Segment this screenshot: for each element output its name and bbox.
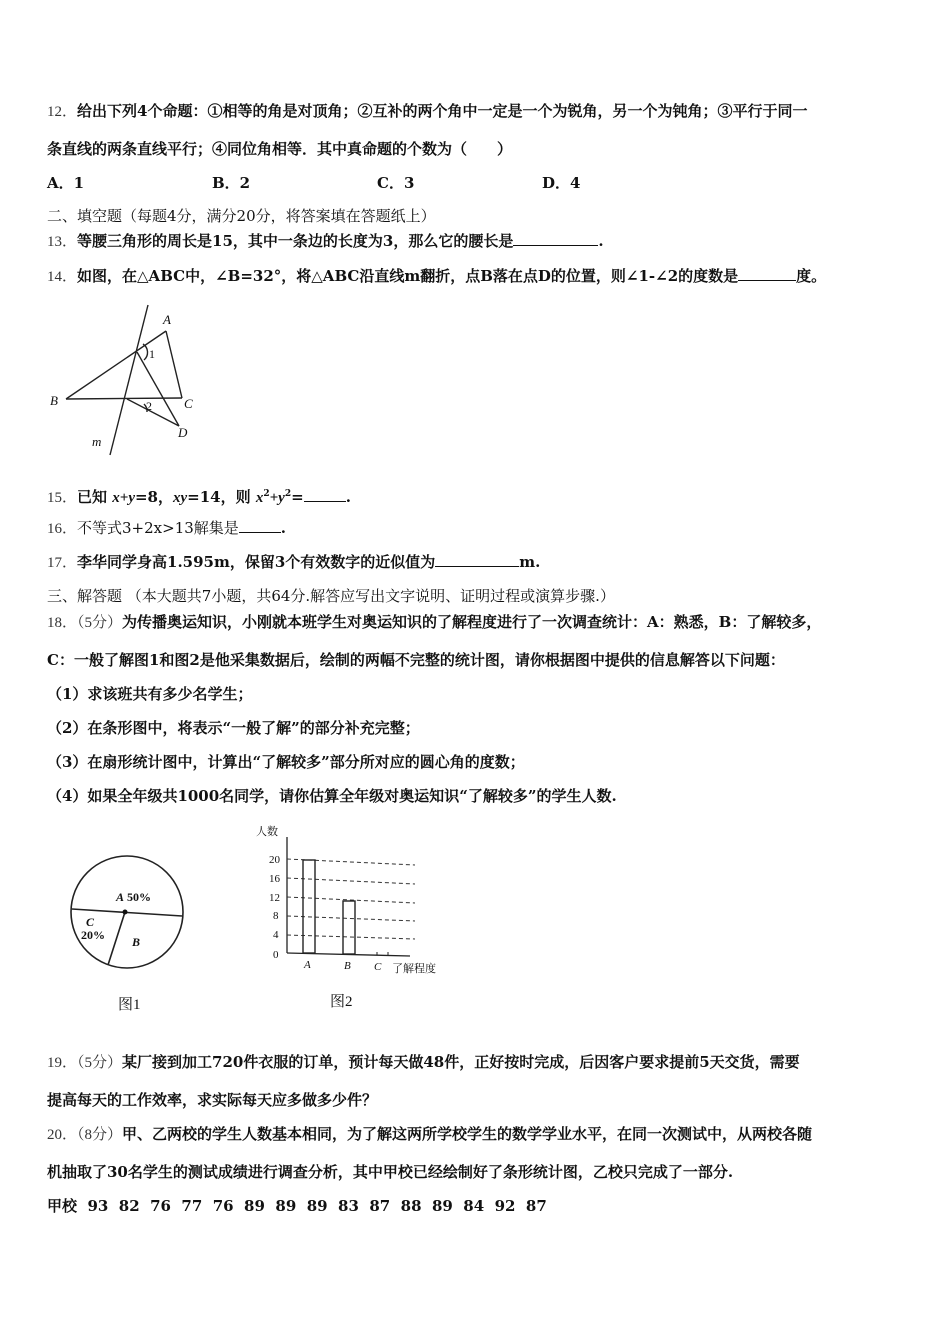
q18-sub3: （3）在扇形统计图中，计算出“了解较多”部分所对应的圆心角的度数； (47, 753, 525, 771)
svg-text:D: D (178, 425, 188, 440)
svg-text:C: C (184, 396, 193, 411)
q19-line1: 19．（5分）某厂接到加工720件衣服的订单，预计每天做48件，正好按时完成，后因客户要求提前5天交货，需要 (47, 1053, 800, 1071)
q12-options (47, 173, 707, 193)
svg-text:2: 2 (146, 399, 152, 413)
q12-line2: 条直线的两条直线平行；④同位角相等．其中真命题的个数为（ ） (47, 140, 513, 158)
q13: 13．等腰三角形的周长是15，其中一条边的长度为3，那么它的腰长是 . (47, 232, 604, 250)
svg-text:20%: 20% (81, 928, 105, 942)
svg-text:A 50%: A 50% (116, 890, 152, 904)
svg-text:B: B (344, 960, 351, 972)
svg-text:4: 4 (273, 929, 279, 941)
q13-answer-blank[interactable] (513, 231, 598, 246)
q20-scores: 甲校 93 82 76 77 76 89 89 89 83 87 88 89 84 92 87 (47, 1197, 547, 1215)
svg-text:8: 8 (273, 910, 279, 922)
svg-text:20: 20 (269, 854, 280, 866)
q18-line2: C：一般了解图1和图2是他采集数据后，绘制的两幅不完整的统计图，请你根据图中提供的信息解答以下问题： (47, 651, 785, 669)
svg-text:B: B (50, 393, 58, 408)
svg-text:12: 12 (269, 892, 280, 904)
q18-line1: 18．（5分）为传播奥运知识，小刚就本班学生对奥运知识的了解程度进行了一次调查统计：A：熟悉，B：了解较多， (47, 613, 822, 631)
option-a: A．1 (47, 174, 85, 192)
triangle-fold-figure (40, 300, 220, 460)
q12-number: 12． (47, 104, 78, 120)
svg-text:1: 1 (149, 347, 155, 361)
option-d: D．4 (542, 174, 581, 192)
svg-text:0: 0 (273, 949, 279, 961)
svg-text:16: 16 (269, 873, 280, 885)
section3-title: 三、解答题 （本大题共7小题，共64分.解答应写出文字说明、证明过程或演算步骤.） (47, 587, 615, 605)
section2-title: 二、填空题（每题4分，满分20分，将答案填在答题纸上） (47, 207, 436, 225)
q17: 17．李华同学身高1.595m，保留3个有效数字的近似值为 m. (47, 553, 541, 571)
q15: 15．已知 x+y=8，xy=14，则 $x^2+y^2=$ . (47, 488, 351, 506)
q18-sub2: （2）在条形图中，将表示“一般了解”的部分补充完整； (47, 719, 420, 737)
q18-sub1: （1）求该班共有多少名学生； (47, 685, 253, 703)
q19-line2: 提高每天的工作效率，求实际每天应多做多少件？ (47, 1091, 378, 1109)
svg-text:C: C (86, 915, 95, 929)
option-b: B．2 (212, 174, 251, 192)
option-c: C．3 (377, 174, 415, 192)
pie-chart (60, 840, 200, 990)
q17-answer-blank[interactable] (435, 552, 519, 567)
svg-text:了解程度: 了解程度 (392, 963, 436, 975)
svg-text:人数: 人数 (256, 826, 278, 838)
svg-text:A: A (304, 959, 311, 971)
svg-text:C: C (374, 961, 382, 973)
svg-text:A: A (163, 312, 171, 327)
q15-answer-blank[interactable] (304, 487, 346, 502)
q16: 16．不等式3+2x>13解集是 . (47, 519, 287, 537)
q20-line1: 20．（8分）甲、乙两校的学生人数基本相同，为了解这两所学校学生的数学学业水平，在同一次测试中，从两校各随 (47, 1125, 813, 1143)
q20-line2: 机抽取了30名学生的测试成绩进行调查分析，其中甲校已经绘制好了条形统计图，乙校只完成了一部分. (47, 1163, 734, 1181)
q14-answer-blank[interactable] (738, 266, 796, 281)
q16-answer-blank[interactable] (239, 518, 281, 533)
bar-chart (240, 815, 450, 975)
fig1-caption: 图1 (118, 997, 141, 1013)
svg-text:B: B (132, 935, 141, 949)
q14: 14．如图，在△ABC中，∠B=32°，将△ABC沿直线m翻折，点B落在点D的位置，则∠1-∠2的度数是 度。 (47, 267, 827, 285)
fig2-caption: 图2 (330, 994, 353, 1010)
q12-line1: 12．给出下列4个命题：①相等的角是对顶角；②互补的两个角中一定是一个为锐角，另一个为钝角；③平行于同一 (47, 102, 808, 120)
svg-text:m: m (92, 434, 102, 449)
q18-sub4: （4）如果全年级共1000名同学，请你估算全年级对奥运知识“了解较多”的学生人数. (47, 787, 617, 805)
